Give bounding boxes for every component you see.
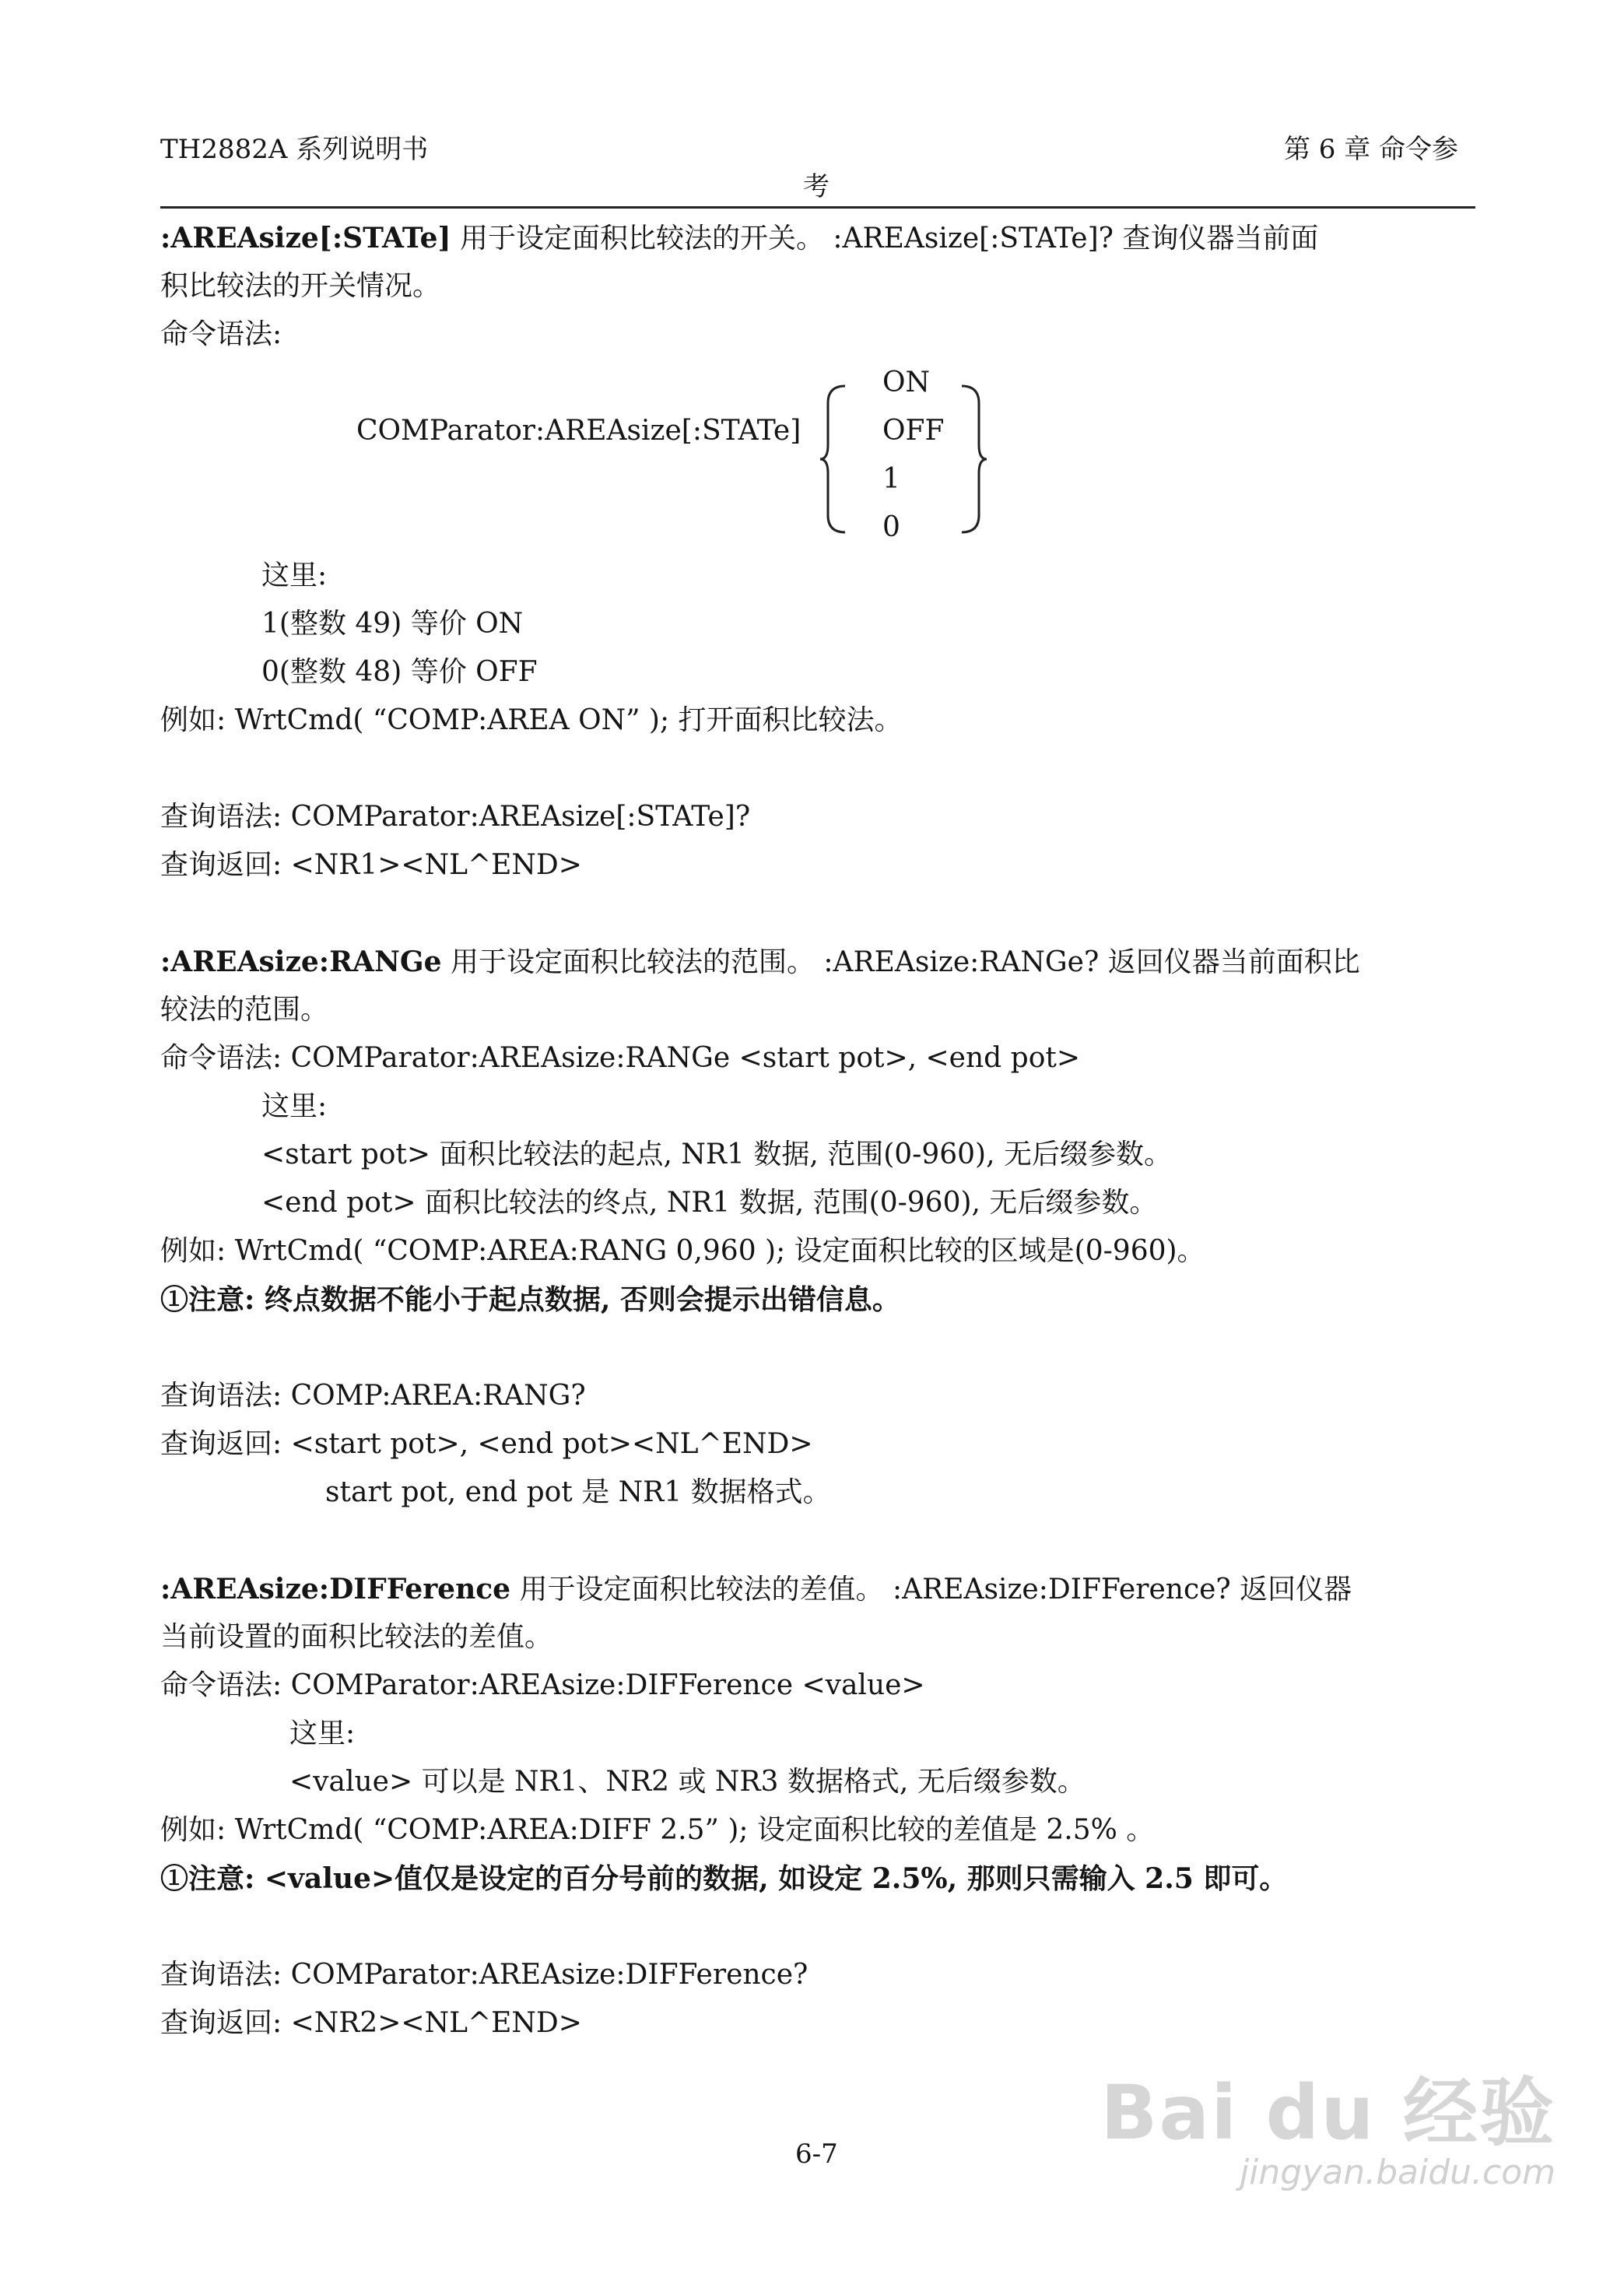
state-syntax-label: 命令语法:	[160, 318, 282, 350]
baidu-watermark	[1100, 2069, 1556, 2194]
range-command: :AREAsize:RANGe	[160, 946, 442, 978]
diff-param-value: <value> 可以是 NR1、NR2 或 NR3 数据格式, 无后缀参数。	[289, 1766, 1086, 1798]
state-equiv-on: 1(整数 49) 等价 ON	[261, 608, 524, 640]
header-title: TH2882A 系列说明书	[160, 134, 429, 165]
state-desc-line1	[160, 218, 1318, 258]
state-equiv-off: 0(整数 48) 等价 OFF	[261, 656, 538, 688]
range-example: 例如: WrtCmd( “COMP:AREA:RANG 0,960 ); 设定面积比较的区域是(0-960)。	[160, 1235, 1205, 1267]
watermark-url: jingyan.baidu.com	[1239, 2153, 1556, 2192]
state-example: 例如: WrtCmd( “COMP:AREA ON” ); 打开面积比较法。	[160, 704, 903, 736]
range-desc-text: 用于设定面积比较法的范围。 :AREAsize:RANGe? 返回仪器当前面积比	[441, 946, 1360, 978]
range-syntax: 命令语法: COMParator:AREAsize:RANGe <start pot>, <end pot>	[160, 1042, 1081, 1074]
state-desc-line2: 积比较法的开关情况。	[160, 270, 441, 302]
range-desc-line2: 较法的范围。	[160, 994, 329, 1026]
diff-desc-line2: 当前设置的面积比较法的差值。	[160, 1621, 553, 1653]
diff-desc-text: 用于设定面积比较法的差值。 :AREAsize:DIFFerence? 返回仪器	[510, 1574, 1352, 1605]
state-query-syntax: 查询语法: COMParator:AREAsize[:STATe]?	[160, 801, 751, 833]
option-0: 0	[882, 511, 900, 543]
diff-syntax: 命令语法: COMParator:AREAsize:DIFFerence <value>	[160, 1669, 925, 1701]
range-where: 这里:	[261, 1090, 328, 1122]
diff-example: 例如: WrtCmd( “COMP:AREA:DIFF 2.5” ); 设定面积比较的差值是 2.5% 。	[160, 1814, 1155, 1846]
diff-command: :AREAsize:DIFFerence	[160, 1573, 511, 1605]
state-syntax-command: COMParator:AREAsize[:STATe]	[356, 415, 801, 447]
watermark-logo: Bai du 经验	[1100, 2069, 1556, 2156]
range-param-start: <start pot> 面积比较法的起点, NR1 数据, 范围(0-960), 无后缀参数。	[261, 1139, 1172, 1170]
state-where: 这里:	[261, 560, 328, 591]
diff-desc-line1	[160, 1569, 1352, 1609]
header-chapter-wrap: 考	[803, 171, 830, 202]
state-command: :AREAsize[:STATe]	[160, 222, 451, 254]
option-1: 1	[882, 463, 900, 495]
diff-query-return: 查询返回: <NR2><NL^END>	[160, 2007, 582, 2039]
page-number: 6-7	[795, 2139, 838, 2170]
diff-note: ①注意: <value>值仅是设定的百分号前的数据, 如设定 2.5%, 那则只需输入 2.5 即可。	[160, 1862, 1288, 1895]
range-query-return: 查询返回: <start pot>, <end pot><NL^END>	[160, 1428, 813, 1460]
header-chapter: 第 6 章 命令参	[1284, 134, 1459, 165]
option-off: OFF	[882, 415, 945, 447]
diff-query-syntax: 查询语法: COMParator:AREAsize:DIFFerence?	[160, 1959, 808, 1991]
state-desc-text: 用于设定面积比较法的开关。 :AREAsize[:STATe]? 查询仪器当前面	[451, 223, 1319, 254]
right-brace	[959, 381, 990, 537]
range-param-end: <end pot> 面积比较法的终点, NR1 数据, 范围(0-960), 无后缀参数。	[261, 1187, 1158, 1219]
range-query-syntax: 查询语法: COMP:AREA:RANG?	[160, 1380, 586, 1412]
left-brace	[817, 381, 848, 537]
range-query-return-format: start pot, end pot 是 NR1 数据格式。	[325, 1476, 831, 1508]
state-query-return: 查询返回: <NR1><NL^END>	[160, 849, 582, 881]
option-on: ON	[882, 367, 931, 398]
range-note: ①注意: 终点数据不能小于起点数据, 否则会提示出错信息。	[160, 1283, 900, 1316]
header-rule	[160, 206, 1475, 209]
range-desc-line1	[160, 942, 1360, 982]
diff-where: 这里:	[289, 1718, 356, 1749]
